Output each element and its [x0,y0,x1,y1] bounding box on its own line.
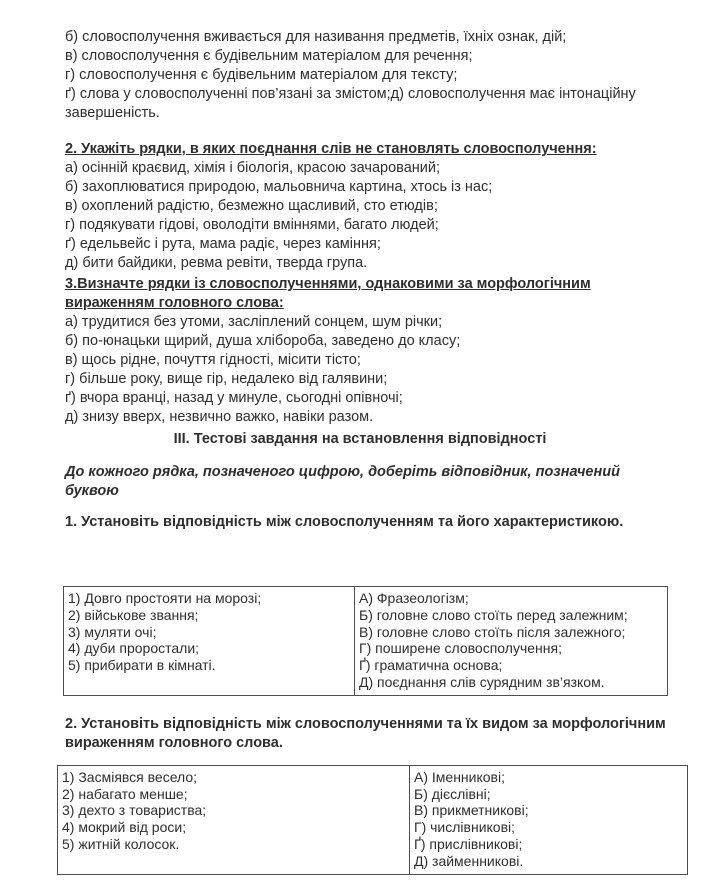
answer-option: в) щось рідне, почуття гідності, місити тісто; [65,352,361,368]
question-3-section [65,275,690,427]
matching-item: Д) займенникові. [414,852,524,869]
matching-item: В) прикметникові; [414,802,529,819]
matching-item: 2) військове звання; [68,606,199,623]
table-row [58,765,688,874]
answer-option: г) подякувати гідові, оволодіти вміннями, багато людей; [65,217,439,233]
matching-item: Б) головне слово стоїть перед залежним; [359,606,628,623]
matching-item: А) Іменникові; [414,768,505,785]
answer-option: ґ) едельвейс і рута, мама радіє, через каміння; [65,236,381,252]
part-iii-heading: ІІІ. Тестові завдання на встановлення відповідності [173,431,547,447]
matching-item: 5) прибирати в кімнаті. [68,657,216,674]
intro-list [65,28,665,123]
matching-item: 5) житній колосок. [62,835,180,852]
matching-item: 1) Засміявся весело; [62,768,198,785]
matching-item: А) Фразеологізм; [359,590,469,606]
matching-table-1 [63,586,668,696]
answer-option: а) трудитися без утоми, засліплений сонцем, шум річки; [65,314,443,330]
matching-right-column [355,587,668,696]
answer-option: в) охоплений радістю, безмежно щасливий, сто етюдів; [65,198,438,214]
matching-item: 3) муляти очі; [68,623,157,640]
matching-left-column [58,765,410,874]
matching-item: Д) поєднання слів сурядним зв’язком. [359,673,605,690]
question-2-section [65,140,690,273]
matching-task-1-heading: 1. Установіть відповідність між словосполученням та його характеристикою. [65,514,624,530]
matching-item: В) головне слово стоїть після залежного; [359,623,626,640]
answer-option: б) по-юнацьки щирий, душа хлібороба, заведено до класу; [65,333,461,349]
intro-item: б) словосполучення вживається для називання предметів, їхніх ознак, дій; [65,29,567,45]
answer-option: б) захоплюватися природою, мальовнича картина, хтось із нас; [65,179,493,195]
matching-task-2-heading: 2. Установіть відповідність між словосполученнями та їх видом за морфологічним вираженням головного слова. [65,715,666,751]
matching-item: 1) Довго простояти на морозі; [68,590,262,606]
matching-item: 4) дуби проростали; [68,640,200,657]
intro-item: г) словосполучення є будівельним матеріалом для тексту; [65,67,458,83]
answer-option: ґ) вчора вранці, назад у минуле, сьогодні опівночі; [65,390,403,406]
answer-option: д) бити байдики, ревма ревіти, тверда група. [65,255,368,271]
matching-left-column [64,587,355,696]
matching-right-column [410,765,688,874]
answer-option: г) більше року, вище гір, недалеко від галявини; [65,371,388,387]
question-3-heading: 3.Визначте рядки із словосполученнями, однаковими за морфологічним вираженням головного слова: [65,276,591,311]
matching-instruction: До кожного рядка, позначеного цифрою, доберіть відповідник, позначений буквою [65,464,620,499]
question-2-heading: 2. Укажіть рядки, в яких поєднання слів не становлять словосполучення: [65,141,597,157]
matching-item: Г) числівникові; [414,819,516,836]
intro-item: ґ) слова у словосполученні пов’язані за змістом;д) словосполучення має інтонаційну завершеність. [65,86,636,121]
matching-item: Ґ) прислівникові; [414,835,523,852]
matching-item: Г) поширене словосполучення; [359,640,562,657]
matching-item: 3) дехто з товариства; [62,802,207,819]
matching-item: Ґ) граматична основа; [359,657,503,674]
table-row [64,587,668,696]
answer-option: а) осінній краєвид, хімія і біологія, красою зачарований; [65,160,441,176]
matching-item: Б) дієслівні; [414,785,491,802]
matching-table-2 [57,765,688,875]
matching-item: 2) набагато менше; [62,785,188,802]
answer-option: д) знизу вверх, незвично важко, навіки разом. [65,409,374,425]
intro-item: в) словосполучення є будівельним матеріалом для речення; [65,48,473,64]
matching-item: 4) мокрий від роси; [62,819,187,836]
